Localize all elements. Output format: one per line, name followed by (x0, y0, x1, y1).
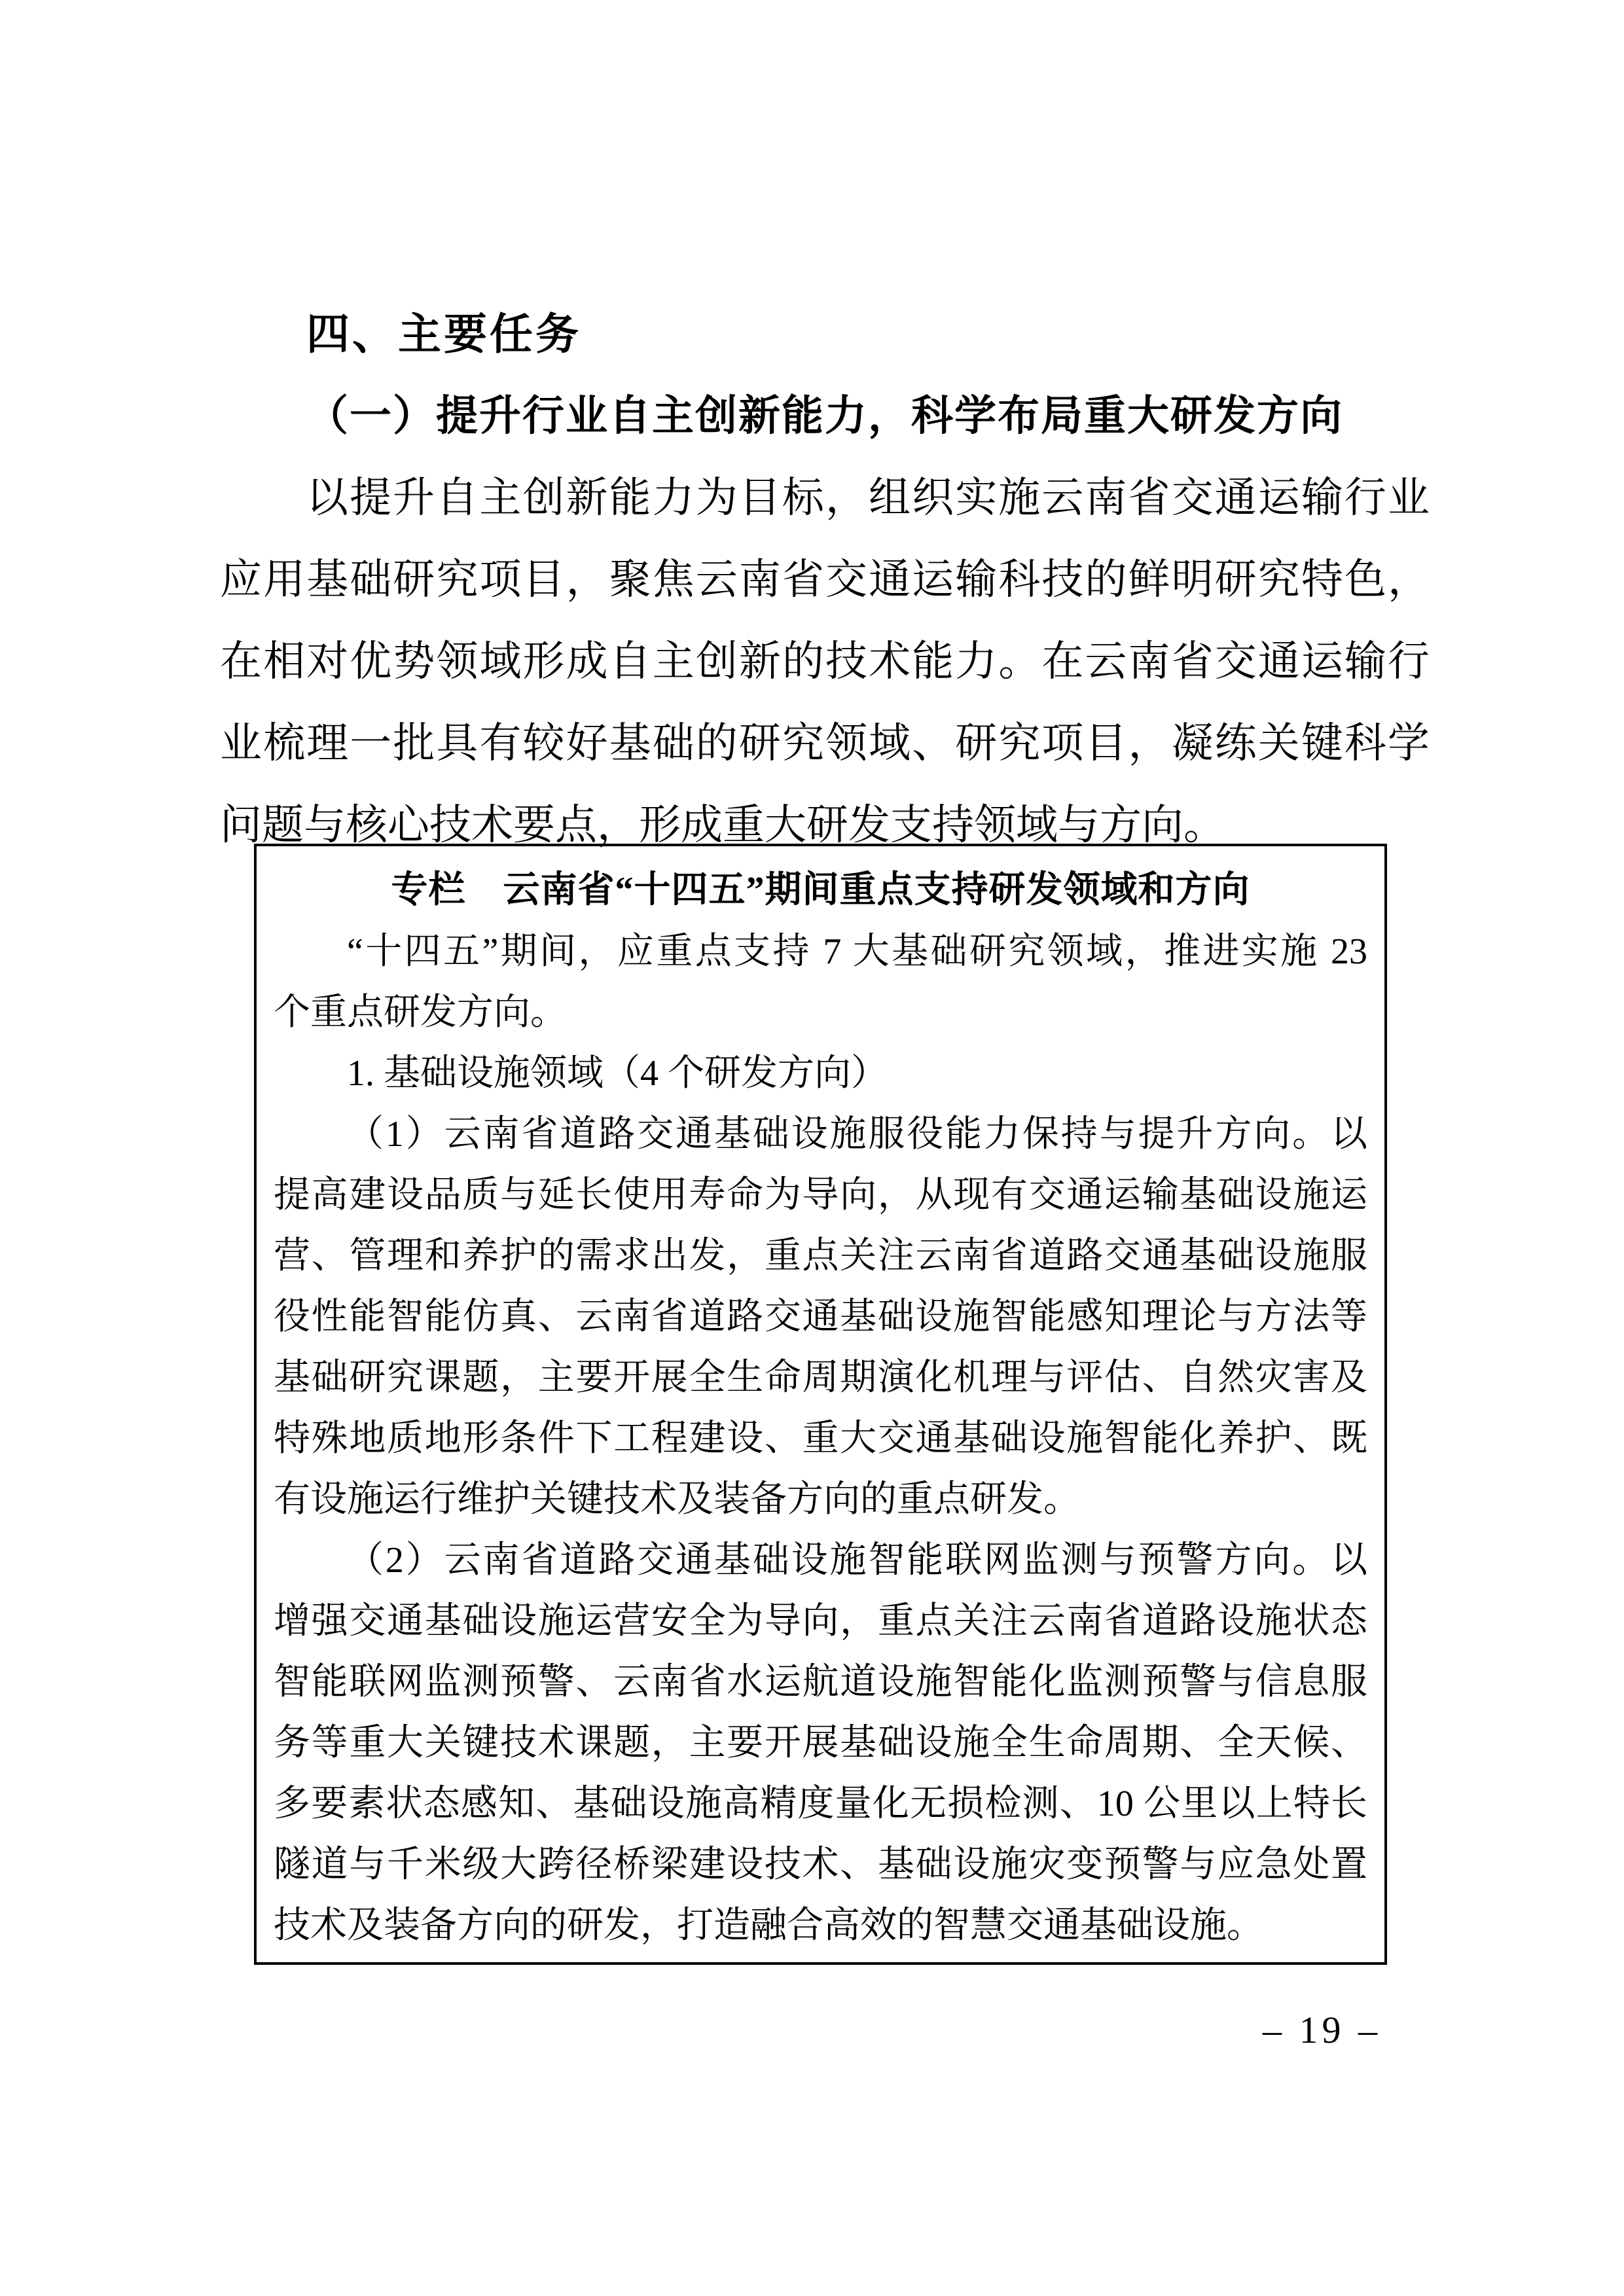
column-box-line: 特殊地质地形条件下工程建设、重大交通基础设施智能化养护、既 (274, 1418, 1367, 1459)
column-box-line: 多要素状态感知、基础设施高精度量化无损检测、10 公里以上特长 (274, 1784, 1367, 1824)
column-box-line: 增强交通基础设施运营安全为导向，重点关注云南省道路设施状态 (274, 1601, 1367, 1641)
body-line: 应用基础研究项目，聚焦云南省交通运输科技的鲜明研究特色， (220, 556, 1430, 603)
column-box-line: “十四五”期间，应重点支持 7 大基础研究领域，推进实施 23 (347, 931, 1367, 972)
column-box-line: 营、管理和养护的需求出发，重点关注云南省道路交通基础设施服 (274, 1236, 1367, 1276)
column-box-line: 役性能智能仿真、云南省道路交通基础设施智能感知理论与方法等 (274, 1297, 1367, 1337)
column-box-line: 技术及装备方向的研发，打造融合高效的智慧交通基础设施。 (274, 1905, 1263, 1946)
body-line: 业梳理一批具有较好基础的研究领域、研究项目，凝练关键科学 (220, 720, 1430, 766)
column-box-line: （1）云南省道路交通基础设施服役能力保持与提升方向。以 (347, 1114, 1367, 1155)
column-box-line: 智能联网监测预警、云南省水运航道设施智能化监测预警与信息服 (274, 1662, 1367, 1702)
body-paragraph (220, 457, 1430, 866)
body-line: 在相对优势领域形成自主创新的技术能力。在云南省交通运输行 (220, 638, 1430, 685)
column-box-line: 隧道与千米级大跨径桥梁建设技术、基础设施灾变预警与应急处置 (274, 1844, 1367, 1885)
body-line: 以提升自主创新能力为目标，组织实施云南省交通运输行业 (306, 475, 1430, 521)
column-box-title: 专栏 云南省“十四五”期间重点支持研发领域和方向 (391, 870, 1250, 910)
column-box-line: （2）云南省道路交通基础设施智能联网监测与预警方向。以 (347, 1540, 1367, 1581)
column-box-line: 提高建设品质与延长使用寿命为导向，从现有交通运输基础设施运 (274, 1175, 1367, 1215)
column-box-line: 1. 基础设施领域（4 个研发方向） (347, 1053, 888, 1094)
column-box-line: 基础研究课题，主要开展全生命周期演化机理与评估、自然灾害及 (274, 1357, 1367, 1398)
section-heading: 四、主要任务 (306, 310, 581, 358)
page-number: – 19 – (1263, 2009, 1381, 2051)
column-box-line: 个重点研发方向。 (274, 992, 567, 1033)
column-box-line: 务等重大关键技术课题，主要开展基础设施全生命周期、全天候、 (274, 1723, 1367, 1763)
column-box-line: 有设施运行维护关键技术及装备方向的重点研发。 (274, 1479, 1080, 1520)
special-column-box (254, 844, 1387, 1965)
subsection-heading: （一）提升行业自主创新能力，科学布局重大研发方向 (306, 393, 1343, 439)
body-line: 问题与核心技术要点，形成重大研发支持领域与方向。 (220, 802, 1225, 848)
